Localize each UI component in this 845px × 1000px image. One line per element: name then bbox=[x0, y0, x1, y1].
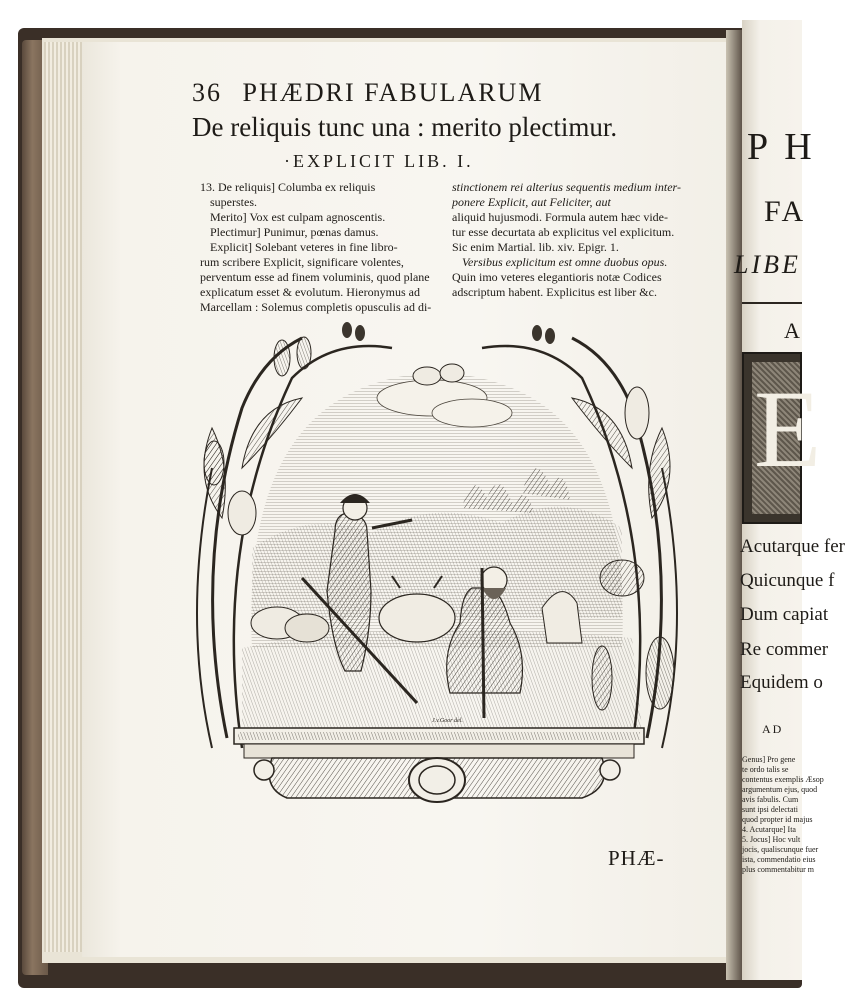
engraving-illustration bbox=[182, 318, 692, 828]
note-line: 13. De reliquis] Columba ex reliquis bbox=[200, 180, 376, 194]
drop-cap-box bbox=[742, 352, 822, 524]
note-line: Marcellam : Solemus completis opusculis ad di- bbox=[200, 300, 432, 314]
right-note-line: sunt ipsi delectati bbox=[742, 805, 798, 814]
note-line: superstes. bbox=[210, 195, 257, 209]
right-note-line: ista, commendatio eius bbox=[742, 855, 816, 864]
note-line: rum scribere Explicit, significare volentes, bbox=[200, 255, 404, 269]
right-note-line: Genus] Pro gene bbox=[742, 755, 796, 764]
note-line: tur esse decurtata ab explicitus vel explicitum. bbox=[452, 225, 675, 239]
right-title-fragment: P H bbox=[747, 126, 816, 168]
notes-column-left bbox=[200, 180, 450, 315]
right-note-heading: AD bbox=[762, 722, 784, 736]
note-line: aliquid hujusmodi. Formula autem hæc vide- bbox=[452, 210, 668, 224]
right-note-line: 4. Acutarque] Ita bbox=[742, 825, 796, 834]
note-line: perventum esse ad finem voluminis, quod plane bbox=[200, 270, 430, 284]
right-note-line: argumentum ejus, quod bbox=[742, 785, 818, 794]
right-note-line: quod propter id majus bbox=[742, 815, 813, 824]
note-line: Sic enim Martial. lib. xiv. Epigr. 1. bbox=[452, 240, 619, 254]
right-note-line: contentus exemplis Æsop bbox=[742, 775, 824, 784]
right-verse-line: Dum capiat bbox=[740, 604, 829, 625]
right-verse-line: Acutarque fer bbox=[740, 536, 845, 557]
note-line: adscriptum habent. Explicitus est liber &c. bbox=[452, 285, 657, 299]
note-line: Merito] Vox est culpam agnoscentis. bbox=[210, 210, 386, 224]
right-note-line: avis fabulis. Cum bbox=[742, 795, 799, 804]
note-line: stinctionem rei alterius sequentis medium inter- bbox=[452, 180, 681, 194]
note-line: explicatum esset & evolutum. Hieronymus ad bbox=[200, 285, 420, 299]
right-subtitle-fragment: FA bbox=[764, 195, 807, 228]
running-title: PHÆDRI FABULARUM bbox=[242, 78, 544, 107]
note-line: Quin imo veteres elegantioris notæ Codices bbox=[452, 270, 662, 284]
note-line: ponere Explicit, aut Feliciter, aut bbox=[452, 195, 611, 209]
engraver-signature: J.v.Goor del. bbox=[432, 718, 463, 724]
right-note-line: te ordo talis se bbox=[742, 765, 789, 774]
note-line: Plectimur] Punimur, pœnas damus. bbox=[210, 225, 379, 239]
note-line: Explicit] Solebant veteres in fine libro- bbox=[210, 240, 398, 254]
right-section-letter: A bbox=[784, 318, 800, 343]
right-liber-fragment: LIBE bbox=[734, 250, 801, 279]
catchword: PHÆ- bbox=[608, 846, 665, 870]
right-verse-line: Equidem o bbox=[740, 672, 823, 693]
running-header bbox=[192, 78, 692, 108]
notes-column-right bbox=[452, 180, 702, 300]
right-notes bbox=[742, 755, 824, 875]
explicit-heading: ·EXPLICIT LIB. I. bbox=[284, 151, 474, 171]
right-note-line: jocis, qualiscunque fuer bbox=[742, 845, 819, 854]
drop-cap: E bbox=[754, 368, 822, 490]
page-number: 36 bbox=[192, 78, 222, 107]
right-verse-line: Re commer bbox=[740, 639, 829, 660]
right-note-line: 5. Jocus] Hoc vult bbox=[742, 835, 801, 844]
verse-line: De reliquis tunc una : merito plectimur. bbox=[192, 112, 618, 142]
note-line: Versibus explicitum est omne duobus opus. bbox=[462, 255, 668, 269]
right-page bbox=[734, 20, 845, 980]
right-rule bbox=[742, 302, 802, 304]
right-note-line: plus commentabitur m bbox=[742, 865, 814, 874]
right-verse-line: Quicunque f bbox=[740, 570, 835, 591]
